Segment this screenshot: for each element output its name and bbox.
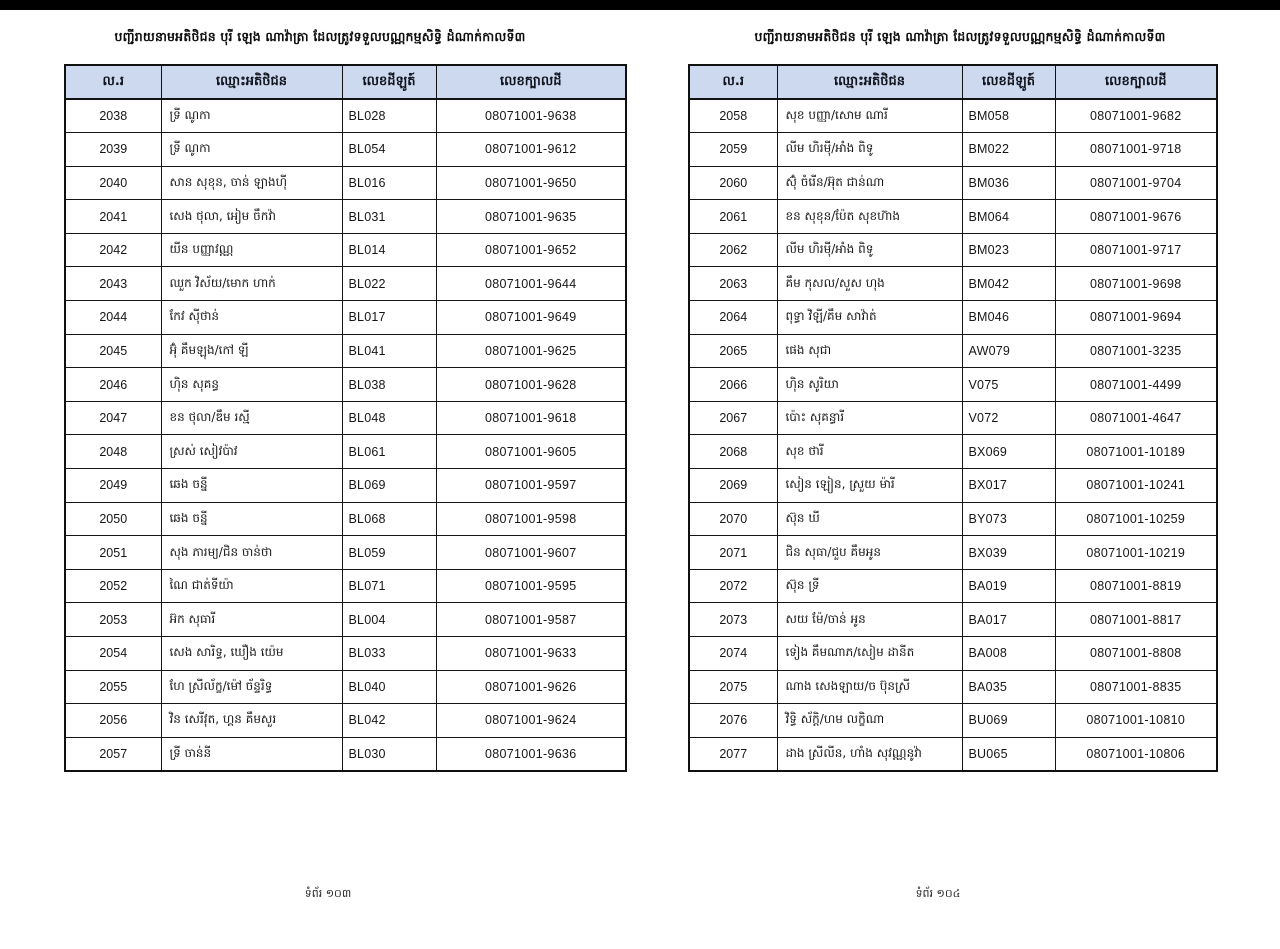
cell-parcel: 08071001-9587 — [436, 603, 626, 637]
cell-name: ណៃ ជាត់ទីយ៉ា — [161, 569, 342, 603]
table-row — [689, 99, 1217, 133]
cell-no: 2041 — [65, 200, 161, 234]
cell-lot: BX069 — [962, 435, 1055, 469]
cell-name: ទៀង គឹមណាភ/សៀម ដានីត — [777, 637, 962, 671]
table-row — [65, 637, 626, 671]
cell-no: 2075 — [689, 670, 777, 704]
cell-no: 2054 — [65, 637, 161, 671]
cell-lot: BM042 — [962, 267, 1055, 301]
cell-name: សុង ភារម្យ/ជិន ចាន់ថា — [161, 536, 342, 570]
cell-lot: BM036 — [962, 166, 1055, 200]
cell-parcel: 08071001-10241 — [1055, 469, 1217, 503]
cell-name: វិន សេរីវុត, ហ្គន គឹមសួរ — [161, 704, 342, 738]
cell-no: 2067 — [689, 401, 777, 435]
cell-name: កែវ ស៊ីថាន់ — [161, 301, 342, 335]
cell-no: 2065 — [689, 334, 777, 368]
table-row — [65, 670, 626, 704]
cell-name: ស្រស់ សៀវប៉ាវ — [161, 435, 342, 469]
cell-name: ជិន សុធា/ជួប គឹមអូន — [777, 536, 962, 570]
cell-lot: BY073 — [962, 502, 1055, 536]
cell-parcel: 08071001-9633 — [436, 637, 626, 671]
cell-no: 2074 — [689, 637, 777, 671]
scan-edge-bar — [0, 0, 1280, 10]
table-row — [689, 569, 1217, 603]
cell-no: 2050 — [65, 502, 161, 536]
cell-lot: BM046 — [962, 301, 1055, 335]
cell-no: 2045 — [65, 334, 161, 368]
cell-no: 2071 — [689, 536, 777, 570]
cell-lot: BU065 — [962, 737, 1055, 771]
table-row — [65, 334, 626, 368]
table-row — [65, 267, 626, 301]
cell-no: 2042 — [65, 233, 161, 267]
table-row — [65, 200, 626, 234]
cell-lot: AW079 — [962, 334, 1055, 368]
cell-no: 2052 — [65, 569, 161, 603]
cell-no: 2072 — [689, 569, 777, 603]
header-row — [689, 65, 1217, 99]
table-row — [689, 704, 1217, 738]
table-row — [689, 133, 1217, 167]
table-row — [689, 603, 1217, 637]
cell-parcel: 08071001-3235 — [1055, 334, 1217, 368]
cell-parcel: 08071001-9595 — [436, 569, 626, 603]
cell-name: ខន សុខុន/ប៉ែត សុខហ៊ាង — [777, 200, 962, 234]
cell-no: 2043 — [65, 267, 161, 301]
page-right — [640, 10, 1280, 949]
table-row — [65, 536, 626, 570]
cell-no: 2049 — [65, 469, 161, 503]
cell-no: 2073 — [689, 603, 777, 637]
cell-lot: BL016 — [342, 166, 436, 200]
cell-no: 2056 — [65, 704, 161, 738]
column-header-no: ល.រ — [689, 65, 777, 99]
table-row — [689, 469, 1217, 503]
cell-lot: BL048 — [342, 401, 436, 435]
table-row — [65, 99, 626, 133]
cell-no: 2061 — [689, 200, 777, 234]
cell-lot: V075 — [962, 368, 1055, 402]
table-row — [689, 166, 1217, 200]
cell-name: ហែ ស្រីល័ក្ខ/ម៉ៅ ច័ន្ទរិទ្ធ — [161, 670, 342, 704]
table-row — [65, 704, 626, 738]
cell-name: ផេង សុជា — [777, 334, 962, 368]
cell-no: 2064 — [689, 301, 777, 335]
cell-name: ណាង សេងឡាយ/ច ប៊ុនស្រី — [777, 670, 962, 704]
cell-name: អ៊ុំ គឹមឡុង/កៅ ឡី — [161, 334, 342, 368]
cell-name: ស៊ុន ទ្រី — [777, 569, 962, 603]
cell-no: 2058 — [689, 99, 777, 133]
column-header-name: ឈ្មោះអតិថិជន — [777, 65, 962, 99]
customer-table-left — [64, 64, 627, 772]
cell-parcel: 08071001-9636 — [436, 737, 626, 771]
cell-lot: BL031 — [342, 200, 436, 234]
cell-parcel: 08071001-9624 — [436, 704, 626, 738]
cell-lot: BL038 — [342, 368, 436, 402]
cell-lot: BM058 — [962, 99, 1055, 133]
cell-name: សយ ម៉ែ/ចាន់ អូន — [777, 603, 962, 637]
table-row — [65, 368, 626, 402]
cell-no: 2047 — [65, 401, 161, 435]
cell-lot: BX039 — [962, 536, 1055, 570]
cell-lot: BL040 — [342, 670, 436, 704]
cell-name: ហ៊ិន សូរិយា — [777, 368, 962, 402]
cell-parcel: 08071001-10259 — [1055, 502, 1217, 536]
cell-no: 2055 — [65, 670, 161, 704]
column-header-parcel: លេខក្បាលដី — [1055, 65, 1217, 99]
cell-lot: BM023 — [962, 233, 1055, 267]
cell-no: 2051 — [65, 536, 161, 570]
cell-no: 2066 — [689, 368, 777, 402]
column-header-name: ឈ្មោះអតិថិជន — [161, 65, 342, 99]
cell-lot: BA008 — [962, 637, 1055, 671]
table-row — [689, 637, 1217, 671]
cell-parcel: 08071001-9628 — [436, 368, 626, 402]
cell-no: 2040 — [65, 166, 161, 200]
cell-parcel: 08071001-9682 — [1055, 99, 1217, 133]
cell-lot: BL017 — [342, 301, 436, 335]
cell-no: 2039 — [65, 133, 161, 167]
column-header-lot: លេខដីឡូត៍ — [342, 65, 436, 99]
cell-name: អ៊ក សុធារី — [161, 603, 342, 637]
cell-lot: BL022 — [342, 267, 436, 301]
cell-no: 2057 — [65, 737, 161, 771]
cell-no: 2044 — [65, 301, 161, 335]
table-row — [65, 435, 626, 469]
table-row — [65, 401, 626, 435]
table-row — [689, 536, 1217, 570]
cell-lot: BA017 — [962, 603, 1055, 637]
table-row — [65, 166, 626, 200]
cell-no: 2053 — [65, 603, 161, 637]
cell-name: ហ៊ិន សុគន្ធ — [161, 368, 342, 402]
cell-parcel: 08071001-8817 — [1055, 603, 1217, 637]
page-number: ទំព័រ ១០៤ — [915, 887, 961, 900]
cell-lot: BL054 — [342, 133, 436, 167]
cell-no: 2070 — [689, 502, 777, 536]
cell-name: សុខ ថារី — [777, 435, 962, 469]
cell-parcel: 08071001-9717 — [1055, 233, 1217, 267]
cell-name: ស៊ុំ ចំរើន/អ៊ុត ជាន់ណា — [777, 166, 962, 200]
cell-parcel: 08071001-9625 — [436, 334, 626, 368]
table-row — [689, 301, 1217, 335]
cell-no: 2077 — [689, 737, 777, 771]
table-row — [689, 435, 1217, 469]
cell-parcel: 08071001-4647 — [1055, 401, 1217, 435]
table-row — [689, 670, 1217, 704]
cell-parcel: 08071001-9704 — [1055, 166, 1217, 200]
cell-name: សេង សារិទ្ធ, ឃឿង យ៉េម — [161, 637, 342, 671]
cell-parcel: 08071001-9618 — [436, 401, 626, 435]
cell-name: ទ្រី ចាន់នី — [161, 737, 342, 771]
header-row — [65, 65, 626, 99]
cell-parcel: 08071001-8819 — [1055, 569, 1217, 603]
table-row — [65, 133, 626, 167]
table-row — [65, 301, 626, 335]
cell-lot: BX017 — [962, 469, 1055, 503]
cell-lot: BL069 — [342, 469, 436, 503]
cell-parcel: 08071001-10189 — [1055, 435, 1217, 469]
page-title: បញ្ជីរាយនាមអតិថិជន បុរី ឡេង ណាវ៉ាត្រា ដែលត្រូវទទួលបណ្ណកម្មសិទ្ធិ ដំណាក់កាលទី៣ — [754, 29, 1166, 44]
cell-no: 2068 — [689, 435, 777, 469]
table-row — [689, 334, 1217, 368]
table-row — [689, 737, 1217, 771]
cell-no: 2076 — [689, 704, 777, 738]
cell-parcel: 08071001-9644 — [436, 267, 626, 301]
cell-lot: BL071 — [342, 569, 436, 603]
cell-name: លីម ហិរម៉ី/អាំង ពិទូ — [777, 233, 962, 267]
cell-parcel: 08071001-9638 — [436, 99, 626, 133]
table-row — [65, 233, 626, 267]
cell-lot: BL028 — [342, 99, 436, 133]
cell-no: 2038 — [65, 99, 161, 133]
cell-lot: BA019 — [962, 569, 1055, 603]
cell-lot: BU069 — [962, 704, 1055, 738]
cell-parcel: 08071001-10219 — [1055, 536, 1217, 570]
table-row — [65, 737, 626, 771]
cell-no: 2069 — [689, 469, 777, 503]
cell-name: ស៊ុន ឃី — [777, 502, 962, 536]
cell-parcel: 08071001-9635 — [436, 200, 626, 234]
cell-name: សៀន ឡៀន, ស្រួយ ម៉ារី — [777, 469, 962, 503]
cell-parcel: 08071001-8835 — [1055, 670, 1217, 704]
cell-name: សេង ថុលា, អៀម ចឹកវ៉ា — [161, 200, 342, 234]
cell-name: ពុទ្ធា វិឡី/គឹម សាវ៉ាត់ — [777, 301, 962, 335]
cell-no: 2048 — [65, 435, 161, 469]
cell-name: ខន ថុលា/ឌឹម រស្មី — [161, 401, 342, 435]
cell-lot: BM064 — [962, 200, 1055, 234]
cell-lot: BM022 — [962, 133, 1055, 167]
cell-parcel: 08071001-9605 — [436, 435, 626, 469]
column-header-lot: លេខដីឡូត៍ — [962, 65, 1055, 99]
cell-parcel: 08071001-9676 — [1055, 200, 1217, 234]
table-row — [65, 603, 626, 637]
table-row — [65, 502, 626, 536]
table-row — [689, 368, 1217, 402]
cell-name: ប៉ោះ សុគន្ធារី — [777, 401, 962, 435]
cell-lot: BL014 — [342, 233, 436, 267]
cell-parcel: 08071001-9694 — [1055, 301, 1217, 335]
cell-name: សាន សុខុន, ចាន់ ឡាងហ៊ី — [161, 166, 342, 200]
cell-lot: BL068 — [342, 502, 436, 536]
table-row — [65, 569, 626, 603]
cell-name: ឆេង ចន្នី — [161, 502, 342, 536]
cell-parcel: 08071001-9698 — [1055, 267, 1217, 301]
cell-name: គឹម កុសល/សួស ហុង — [777, 267, 962, 301]
cell-parcel: 08071001-10810 — [1055, 704, 1217, 738]
cell-lot: BL041 — [342, 334, 436, 368]
column-header-no: ល.រ — [65, 65, 161, 99]
page-number: ទំព័រ ១០៣ — [304, 887, 352, 900]
cell-parcel: 08071001-9650 — [436, 166, 626, 200]
cell-lot: BA035 — [962, 670, 1055, 704]
page-title: បញ្ជីរាយនាមអតិថិជន បុរី ឡេង ណាវ៉ាត្រា ដែលត្រូវទទួលបណ្ណកម្មសិទ្ធិ ដំណាក់កាលទី៣ — [114, 29, 526, 44]
cell-no: 2062 — [689, 233, 777, 267]
table-row — [65, 469, 626, 503]
cell-name: លីម ហិរម៉ី/អាំង ពិទូ — [777, 133, 962, 167]
cell-parcel: 08071001-9649 — [436, 301, 626, 335]
cell-lot: BL030 — [342, 737, 436, 771]
cell-name: ដាង ស្រីលីន, ហាំង សុវណ្ណនូវ៉ា — [777, 737, 962, 771]
cell-lot: BL033 — [342, 637, 436, 671]
cell-parcel: 08071001-9612 — [436, 133, 626, 167]
cell-lot: V072 — [962, 401, 1055, 435]
table-row — [689, 401, 1217, 435]
cell-name: សុខ បញ្ញា/សោម ណារី — [777, 99, 962, 133]
cell-name: វិទ្ធិ ស័ក្តិ/ហម លក្ខិណា — [777, 704, 962, 738]
cell-name: ឆេង ចន្នី — [161, 469, 342, 503]
cell-parcel: 08071001-8808 — [1055, 637, 1217, 671]
table-row — [689, 200, 1217, 234]
cell-parcel: 08071001-9607 — [436, 536, 626, 570]
cell-parcel: 08071001-9718 — [1055, 133, 1217, 167]
cell-parcel: 08071001-4499 — [1055, 368, 1217, 402]
cell-lot: BL042 — [342, 704, 436, 738]
cell-parcel: 08071001-10806 — [1055, 737, 1217, 771]
cell-lot: BL059 — [342, 536, 436, 570]
cell-name: ឈួក វិស័យ/មោក ហាក់ — [161, 267, 342, 301]
cell-no: 2059 — [689, 133, 777, 167]
cell-name: ទ្រី ណូកា — [161, 99, 342, 133]
cell-name: យីន បញ្ញាវណ្ណ — [161, 233, 342, 267]
cell-name: ទ្រី ណូកា — [161, 133, 342, 167]
cell-no: 2063 — [689, 267, 777, 301]
cell-lot: BL004 — [342, 603, 436, 637]
column-header-parcel: លេខក្បាលដី — [436, 65, 626, 99]
page-left — [0, 10, 640, 949]
cell-no: 2060 — [689, 166, 777, 200]
cell-parcel: 08071001-9652 — [436, 233, 626, 267]
cell-parcel: 08071001-9597 — [436, 469, 626, 503]
table-row — [689, 267, 1217, 301]
cell-lot: BL061 — [342, 435, 436, 469]
cell-parcel: 08071001-9626 — [436, 670, 626, 704]
table-row — [689, 502, 1217, 536]
cell-no: 2046 — [65, 368, 161, 402]
table-row — [689, 233, 1217, 267]
cell-parcel: 08071001-9598 — [436, 502, 626, 536]
customer-table-right — [688, 64, 1218, 772]
